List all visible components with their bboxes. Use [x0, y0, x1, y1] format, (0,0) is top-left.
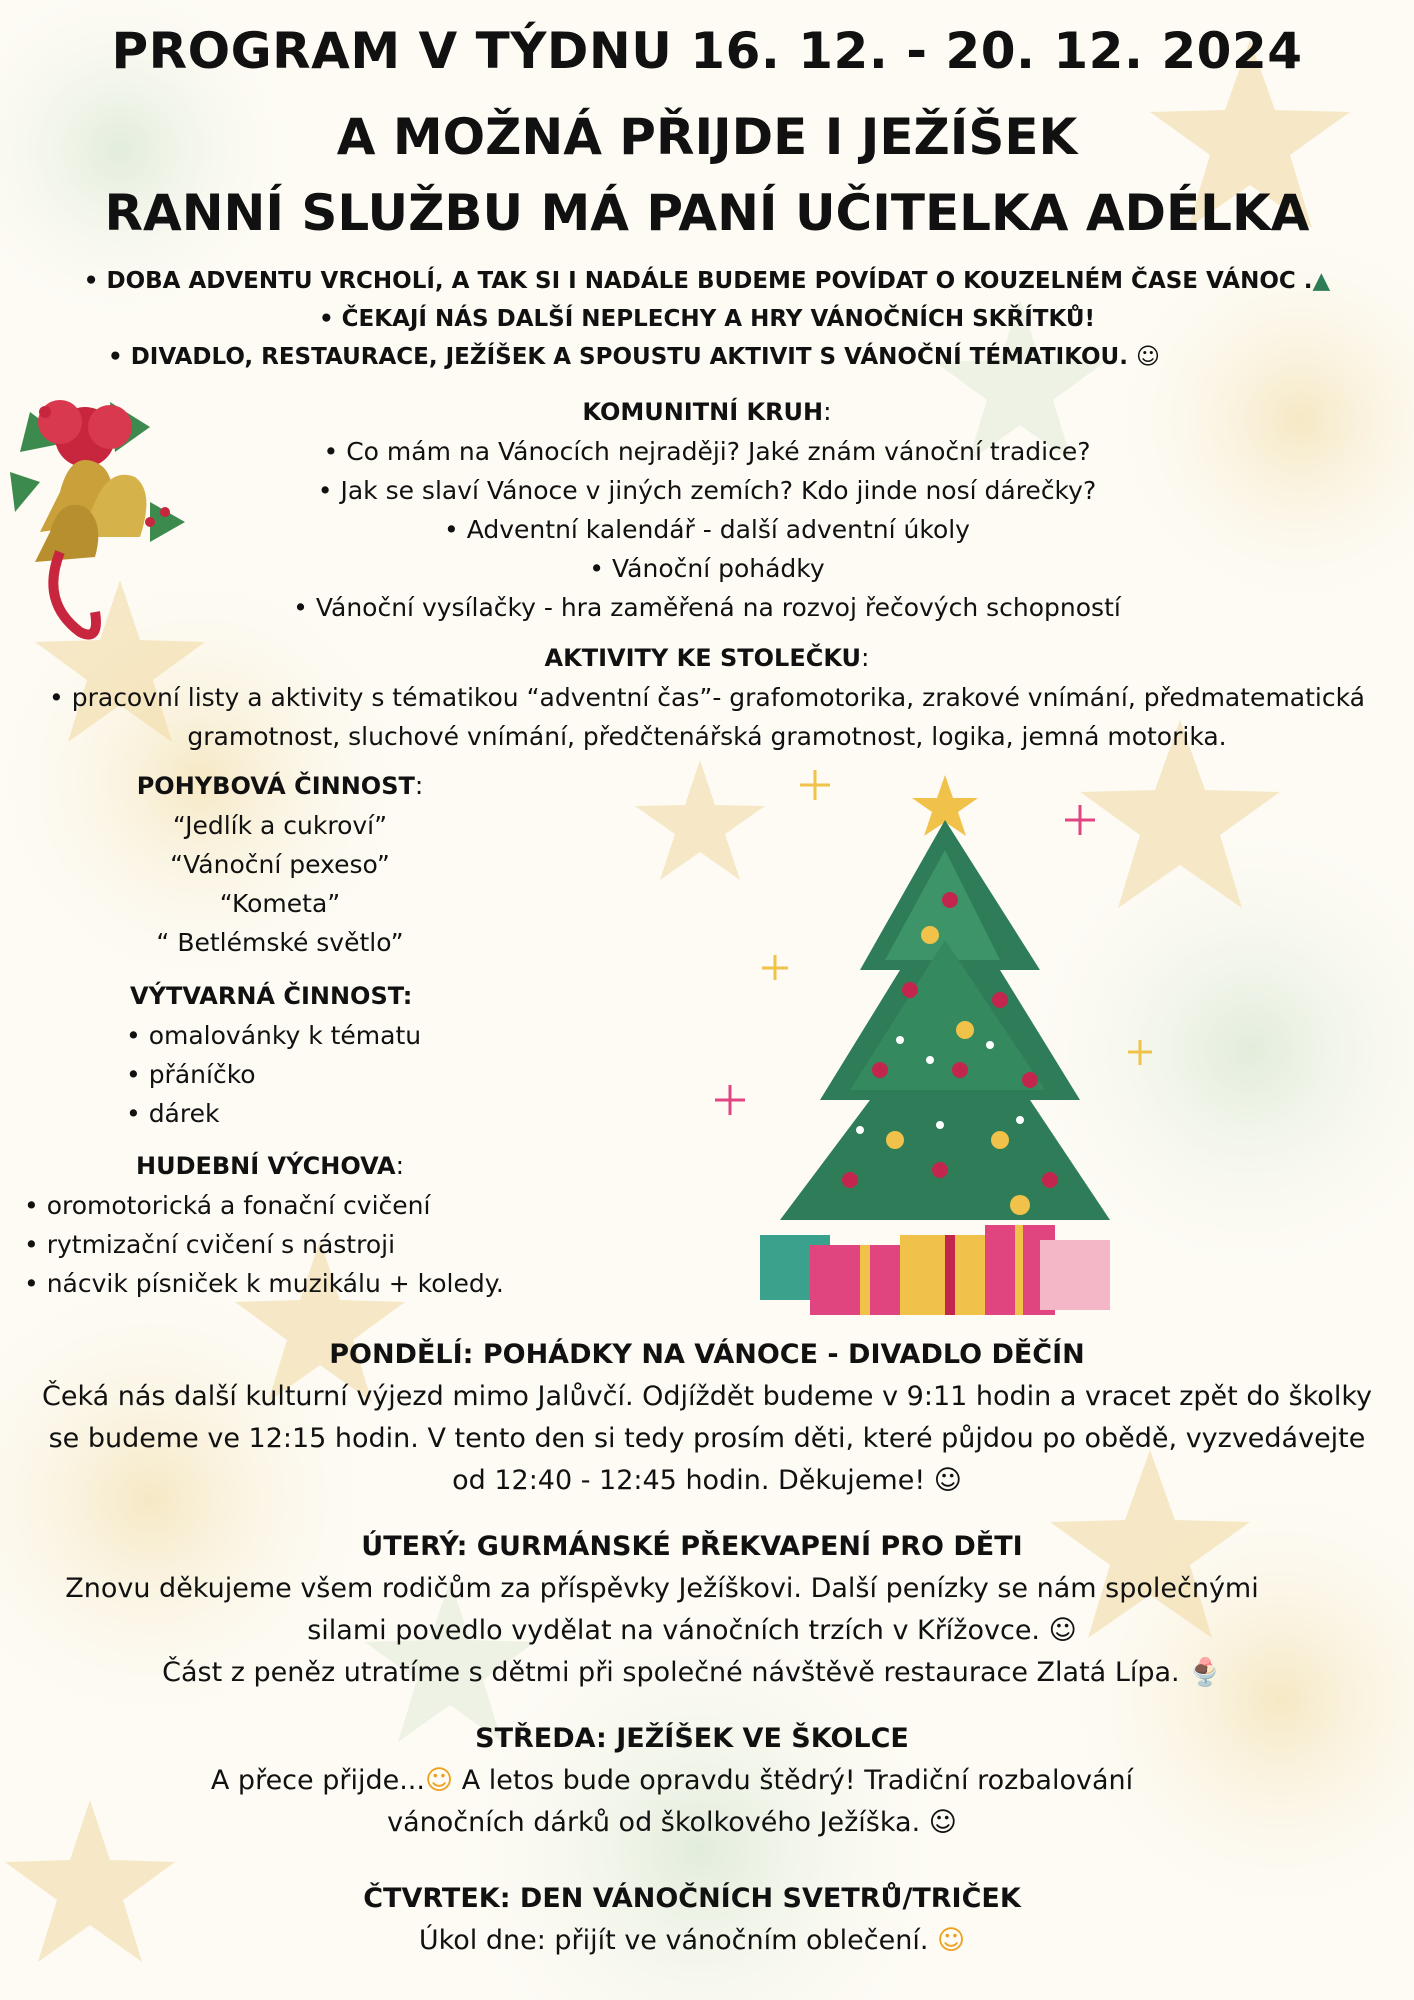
list-item: • pracovní listy a aktivity s tématikou “adventní čas”- grafomotorika, zrakové vnímání, předmatematická	[49, 683, 1365, 712]
list-item: “Kometa”	[219, 889, 341, 918]
section-title: KOMUNITNÍ KRUH	[582, 398, 824, 426]
day-text-line: A přece přijde...☺ A letos bude opravdu štědrý! Tradiční rozbalování	[210, 1765, 1134, 1796]
list-item: “Vánoční pexeso”	[170, 850, 390, 879]
ice-cream-emoji-icon: 🍨	[1188, 1657, 1222, 1688]
list-item: • oromotorická a fonační cvičení	[24, 1191, 431, 1220]
list-item: • Co mám na Vánocích nejraději? Jaké znám vánoční tradice?	[323, 437, 1091, 466]
list-item: “ Betlémské světlo”	[156, 928, 404, 957]
intro-bullets	[0, 262, 1414, 376]
day-pondeli	[0, 1334, 1414, 1502]
section-title: AKTIVITY KE STOLEČKU	[544, 644, 861, 672]
tree-emoji-icon: ▲	[1312, 268, 1331, 294]
day-text-line: od 12:40 - 12:45 hodin. Děkujeme! ☺	[452, 1465, 962, 1496]
hudebni-vychova-section: HUDEBNÍ VÝCHOVA: • oromotorická a fonační cvičení • rytmizační cvičení s nástroji • nácvik písniček k muzikálu + koledy.	[24, 1146, 504, 1303]
day-title: ČTVRTEK: DEN VÁNOČNÍCH SVETRŮ/TRIČEK	[363, 1883, 1021, 1914]
day-text-line: se budeme ve 12:15 hodin. V tento den si tedy prosím děti, které půjdou po obědě, vyzvedávejte	[48, 1423, 1366, 1454]
day-title: STŘEDA: JEŽÍŠEK VE ŠKOLCE	[475, 1723, 909, 1754]
list-item: • rytmizační cvičení s nástroji	[24, 1230, 396, 1259]
day-text-line: vánočních dárků od školkového Ježíška. ☺	[387, 1807, 957, 1838]
day-text-line: Znovu děkujeme všem rodičům za příspěvky Ježíškovi. Další penízky se nám společnými	[65, 1573, 1259, 1604]
subtitle-jezisek: A MOŽNÁ PŘIJDE I JEŽÍŠEK	[336, 108, 1078, 166]
pohybova-cinnost-section: POHYBOVÁ ČINNOST: “Jedlík a cukroví” “Vánoční pexeso” “Kometa” “ Betlémské světlo”	[120, 766, 440, 962]
day-text-line: Čeká nás další kulturní výjezd mimo Jalůvčí. Odjíždět budeme v 9:11 hodin a vracet zpět do školky	[42, 1381, 1372, 1412]
party-face-emoji-icon: ☺	[424, 1765, 454, 1796]
list-item: gramotnost, sluchové vnímání, předčtenářská gramotnost, logika, jemná motorika.	[187, 722, 1227, 751]
day-text-line: silami povedlo vydělat na vánočních trzích v Křížovce. ☺	[307, 1615, 1077, 1646]
party-face-emoji-icon: ☺	[937, 1925, 966, 1956]
day-ctvrtek	[0, 1878, 1414, 1962]
section-title: VÝTVARNÁ ČINNOST:	[130, 982, 413, 1010]
vytvarna-cinnost-section	[126, 976, 421, 1133]
list-item: • Jak se slaví Vánoce v jiných zemích? Kdo jinde nosí dárečky?	[317, 476, 1097, 505]
list-item: • nácvik písniček k muzikálu + koledy.	[24, 1269, 504, 1298]
intro-bullet: • DIVADLO, RESTAURACE, JEŽÍŠEK A SPOUSTU AKTIVIT S VÁNOČNÍ TÉMATIKOU. ☺	[108, 344, 1160, 370]
section-title: HUDEBNÍ VÝCHOVA	[136, 1152, 396, 1180]
list-item: “Jedlík a cukroví”	[172, 811, 388, 840]
subtitle-ranni-sluzba: RANNÍ SLUŽBU MÁ PANÍ UČITELKA ADÉLKA	[104, 184, 1310, 242]
page-title: PROGRAM V TÝDNU 16. 12. - 20. 12. 2024	[111, 22, 1303, 80]
komunitni-kruh-section: KOMUNITNÍ KRUH: • Co mám na Vánocích nejraději? Jaké znám vánoční tradice? • Jak se slaví Vánoce v jiných zemích? Kdo jinde nosí dárečky? • Adventní kalendář - další adventní úkoly • Vánoční pohádky • Vánoční vysílačky - hra zaměřená na rozvoj řečových schopností	[0, 392, 1414, 627]
list-item: • přáníčko	[126, 1060, 256, 1089]
section-title: POHYBOVÁ ČINNOST	[136, 772, 415, 800]
list-item: • Vánoční vysílačky - hra zaměřená na rozvoj řečových schopností	[293, 593, 1121, 622]
intro-bullet: • ČEKAJÍ NÁS DALŠÍ NEPLECHY A HRY VÁNOČNÍCH SKŘÍTKŮ!	[318, 306, 1096, 332]
day-streda	[0, 1718, 1414, 1844]
day-text-line: Část z peněz utratíme s dětmi při společné návštěvě restaurace Zlatá Lípa. 🍨	[162, 1657, 1222, 1688]
list-item: • omalovánky k tématu	[126, 1021, 422, 1050]
day-text-line: Úkol dne: přijít ve vánočním oblečení. ☺	[418, 1925, 966, 1956]
day-title: PONDĚLÍ: POHÁDKY NA VÁNOCE - DIVADLO DĚČÍN	[329, 1339, 1085, 1370]
list-item: • dárek	[126, 1099, 220, 1128]
list-item: • Vánoční pohádky	[589, 554, 825, 583]
intro-bullet: • DOBA ADVENTU VRCHOLÍ, A TAK SI I NADÁLE BUDEME POVÍDAT O KOUZELNÉM ČASE VÁNOC .▲	[83, 268, 1331, 294]
day-title: ÚTERÝ: GURMÁNSKÉ PŘEKVAPENÍ PRO DĚTI	[361, 1531, 1023, 1562]
list-item: • Adventní kalendář - další adventní úkoly	[444, 515, 970, 544]
aktivity-section: AKTIVITY KE STOLEČKU: • pracovní listy a aktivity s tématikou “adventní čas”- grafomotorika, zrakové vnímání, předmatematická gramotnost, sluchové vnímání, předčtenářská gramotnost, logika, jemná motorika.	[0, 638, 1414, 756]
day-utery	[0, 1526, 1414, 1694]
